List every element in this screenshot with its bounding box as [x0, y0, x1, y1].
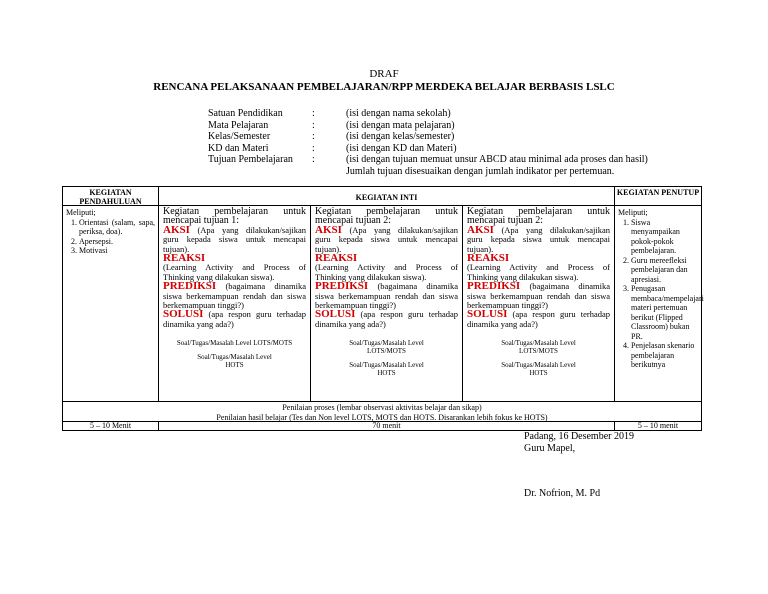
pendahuluan-item: 2. Apersepsi. — [79, 237, 155, 247]
inti-cell-3 — [462, 205, 615, 402]
header-inti: KEGIATAN INTI — [158, 186, 615, 206]
info-row — [208, 108, 666, 120]
signature-name: Dr. Nofrion, M. Pd — [524, 488, 601, 499]
reaksi-label: REAKSI — [315, 252, 358, 265]
prediksi-label: PREDIKSI — [315, 280, 369, 293]
info-separator: : — [312, 119, 315, 131]
aksi-text: (Apa yang dilakukan/sajikan guru kepada siswa untuk mencapai tujuan). — [315, 224, 458, 254]
penilaian-hasil: Penilaian hasil belajar (Tes dan Non level LOTS, MOTS dan HOTS. Disarankan lebih fokus ke HOTS) — [216, 412, 548, 422]
soal-lots: Soal/Tugas/Masalah Level LOTS/MOTS — [349, 339, 424, 356]
inti-intro: Kegiatan pembelajaran untuk mencapai tujuan 2: — [315, 206, 458, 227]
info-label: KD dan Materi — [208, 142, 269, 154]
prediksi-label: PREDIKSI — [163, 280, 217, 293]
info-row — [208, 166, 666, 178]
penilaian-proses: Penilaian proses (lembar observasi aktivitas belajar dan sikap) — [282, 403, 482, 412]
pendahuluan-item: 3. Motivasi — [79, 246, 155, 256]
assessment-row — [62, 401, 702, 422]
prediksi-text: (bagaimana dinamika siswa berkemampuan rendah dan siswa berkemampuan tinggi?) — [163, 281, 306, 311]
penutup-item: 3. Penugasan membaca/mempelajari materi pertemuan berikut (Flipped Classroom) bukan PR. — [631, 284, 698, 341]
draft-label: DRAF — [369, 68, 399, 80]
pendahuluan-item: 1. Orientasi (salam, sapa, periksa, doa). — [79, 218, 155, 237]
penutup-item: 1. Siswa menyampaikan pokok-pokok pembelajaran. — [631, 218, 698, 256]
solusi-text: (apa respon guru terhadap dinamika yang ada?) — [467, 309, 610, 329]
time-pendahuluan: 5 – 10 Menit — [62, 421, 159, 431]
inti-cell-2 — [310, 205, 463, 402]
info-separator: : — [312, 154, 315, 165]
info-value: (isi dengan kelas/semester) — [346, 131, 455, 142]
identity-block — [208, 108, 666, 177]
reaksi-label: REAKSI — [467, 252, 510, 265]
penutup-intro: Meliputi; — [618, 208, 648, 217]
info-row — [208, 154, 666, 166]
solusi-label: SOLUSI — [163, 308, 204, 321]
soal-lots: Soal/Tugas/Masalah Level LOTS/MOTS — [176, 339, 293, 348]
solusi-label: SOLUSI — [315, 308, 356, 321]
info-separator: : — [312, 142, 315, 154]
info-value: (isi dengan tujuan memuat unsur ABCD atau minimal ada proses dan hasil) — [346, 154, 648, 165]
aksi-label: AKSI — [315, 223, 342, 236]
prediksi-text: (bagaimana dinamika siswa berkemampuan rendah dan siswa berkemampuan tinggi?) — [315, 281, 458, 311]
penutup-item: 4. Penjelasan skenario pembelajaran berikutnya — [631, 341, 698, 370]
inti-intro: Kegiatan pembelajaran untuk mencapai tujuan 2: — [467, 206, 610, 227]
reaksi-text: (Learning Activity and Process of Thinking yang dilakukan siswa). — [467, 262, 610, 282]
penutup-item: 2. Guru mereefleksi pembelajaran dan apresiasi. — [631, 256, 698, 285]
soal-hots: Soal/Tugas/Masalah Level HOTS — [349, 361, 424, 378]
prediksi-label: PREDIKSI — [467, 280, 521, 293]
pendahuluan-intro: Meliputi; — [66, 208, 96, 217]
soal-lots: Soal/Tugas/Masalah Level LOTS/MOTS — [501, 339, 576, 356]
header-pendahuluan: KEGIATAN PENDAHULUAN — [62, 186, 159, 206]
soal-hots: Soal/Tugas/Masalah Level HOTS — [197, 353, 272, 370]
soal-hots: Soal/Tugas/Masalah Level HOTS — [501, 361, 576, 378]
signature-role: Guru Mapel, — [524, 443, 576, 454]
info-row — [208, 131, 666, 143]
inti-cell-1 — [158, 205, 311, 402]
aksi-label: AKSI — [467, 223, 494, 236]
info-note: Jumlah tujuan disesuaikan dengan jumlah indikator per pertemuan. — [346, 165, 615, 177]
info-row — [208, 143, 666, 155]
time-inti: 70 menit — [158, 421, 615, 431]
aksi-label: AKSI — [163, 223, 190, 236]
signature-place-date: Padang, 16 Desember 2019 — [524, 431, 634, 442]
reaksi-text: (Learning Activity and Process of Thinking yang dilakukan siswa). — [163, 262, 306, 282]
info-value: (isi dengan KD dan Materi) — [346, 142, 457, 154]
document-title: RENCANA PELAKSANAAN PEMBELAJARAN/RPP MERDEKA BELAJAR BERBASIS LSLC — [153, 81, 615, 93]
penutup-cell — [614, 205, 702, 402]
activity-table — [62, 186, 702, 431]
pendahuluan-cell — [62, 205, 159, 402]
reaksi-label: REAKSI — [163, 252, 206, 265]
reaksi-text: (Learning Activity and Process of Thinking yang dilakukan siswa). — [315, 262, 458, 282]
solusi-label: SOLUSI — [467, 308, 508, 321]
inti-intro: Kegiatan pembelajaran untuk mencapai tujuan 1: — [163, 206, 306, 227]
info-label: Satuan Pendidikan — [208, 108, 283, 119]
info-separator: : — [312, 108, 315, 119]
info-label: Mata Pelajaran — [208, 119, 269, 131]
info-separator: : — [312, 131, 315, 142]
info-row — [208, 120, 666, 132]
prediksi-text: (bagaimana dinamika siswa berkemampuan rendah dan siswa berkemampuan tinggi?) — [467, 281, 610, 311]
solusi-text: (apa respon guru terhadap dinamika yang ada?) — [163, 309, 306, 329]
aksi-text: (Apa yang dilakukan/sajikan guru kepada siswa untuk mencapai tujuan). — [467, 224, 610, 254]
solusi-text: (apa respon guru terhadap dinamika yang ada?) — [315, 309, 458, 329]
aksi-text: (Apa yang dilakukan/sajikan guru kepada siswa untuk mencapai tujuan). — [163, 224, 306, 254]
info-value: (isi dengan mata pelajaran) — [346, 119, 455, 131]
info-value: (isi dengan nama sekolah) — [346, 108, 451, 119]
time-penutup: 5 – 10 menit — [614, 421, 702, 431]
info-label: Tujuan Pembelajaran — [208, 154, 293, 165]
header-penutup: KEGIATAN PENUTUP — [614, 186, 702, 206]
info-label: Kelas/Semester — [208, 131, 271, 142]
